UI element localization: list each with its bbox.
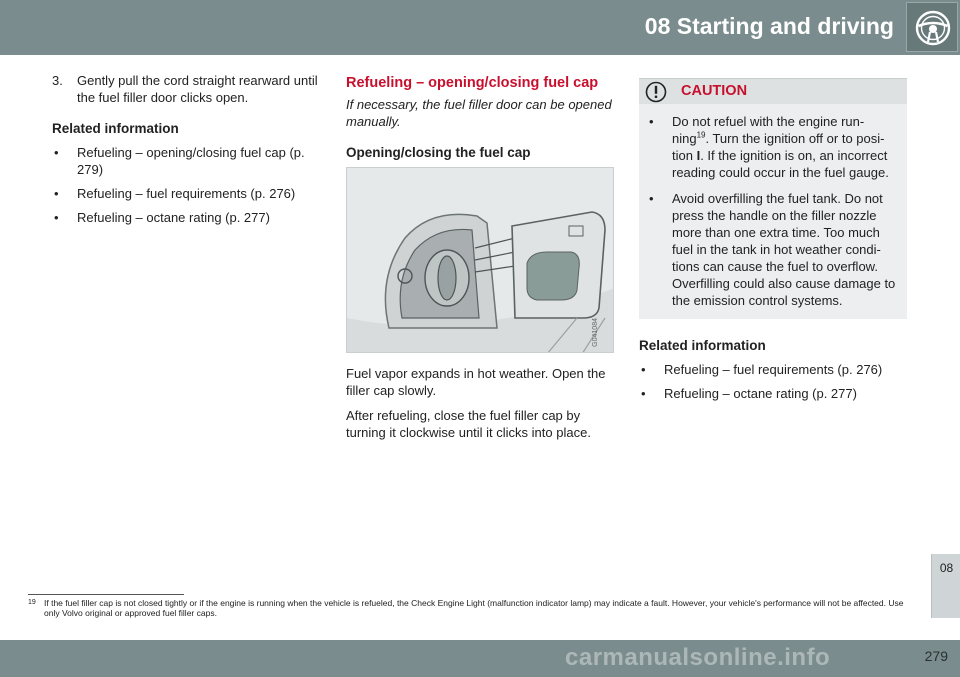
bullet: • [649, 114, 654, 129]
footnote-divider [28, 594, 184, 595]
step-text: Gently pull the cord straight rearward until the fuel filler door clicks open. [77, 73, 318, 105]
steering-wheel-icon [913, 8, 953, 48]
caution-box [639, 78, 907, 319]
intro-text: If necessary, the fuel filler door can be opened manually. [346, 97, 612, 129]
watermark: carmanualsonline.info [565, 644, 831, 671]
bullet: • [54, 210, 59, 225]
bullet: • [641, 386, 646, 401]
fuel-door-drawing [347, 168, 614, 353]
subheading: Opening/closing the fuel cap [346, 145, 531, 160]
related-link-text[interactable]: Refueling – octane rating (p. 277) [77, 210, 270, 225]
chapter-tab-label: 08 [939, 561, 954, 575]
related-link-text[interactable]: Refueling – octane rating (p. 277) [664, 386, 857, 401]
related-link[interactable] [52, 209, 327, 226]
related-link[interactable] [52, 144, 327, 178]
caution-item-text: Avoid overfilling the fuel tank. Do not press the handle on the filler nozzle more than one extra time. Too much fuel in the tank in hot weather condi-tions can cause the fuel to overflow. Overfilling could also cause damage to the emission control systems. [672, 191, 896, 308]
related-link-text[interactable]: Refueling – fuel requirements (p. 276) [664, 362, 883, 377]
caution-item [639, 190, 907, 309]
caution-header [639, 78, 907, 104]
chapter-icon-box [906, 2, 958, 52]
related-heading: Related information [52, 121, 179, 136]
related-heading: Related information [639, 338, 766, 353]
footnote-text: If the fuel filler cap is not closed tightly or if the engine is running when the vehicle is refueled, the Check Engine Light (malfunction indicator lamp) may indicate a fault. However, your vehicle's performance will not be affected. Use only Volvo original or approved fuel filler caps. [44, 598, 904, 618]
fuel-cap-illustration [346, 167, 614, 353]
caution-label: CAUTION [681, 83, 748, 99]
paragraph: Fuel vapor expands in hot weather. Open the filler cap slowly. [346, 366, 606, 398]
warning-icon [645, 81, 667, 103]
bullet: • [649, 191, 654, 206]
step-item [52, 72, 327, 106]
section-title: Refueling – opening/closing fuel cap [346, 75, 599, 91]
step-number: 3. [52, 73, 63, 88]
paragraph: After refueling, close the fuel filler cap by turning it clockwise until it clicks into place. [346, 408, 591, 440]
related-link-text[interactable]: Refueling – fuel requirements (p. 276) [77, 186, 296, 201]
related-link[interactable] [52, 185, 327, 202]
middle-column [346, 72, 616, 441]
right-column [639, 78, 907, 402]
bullet: • [641, 362, 646, 377]
bullet: • [54, 145, 59, 160]
chapter-tab[interactable] [931, 554, 960, 618]
bullet: • [54, 186, 59, 201]
footnote-number: 19 [28, 599, 36, 606]
caution-item-text: Do not refuel with the engine run-ning$^{19}$. Turn the ignition off or to posi-tion I. If the ignition is on, an incorrect reading could occur in the fuel gauge. [672, 114, 889, 180]
figure-id: G041084 [592, 318, 599, 347]
related-link-text[interactable]: Refueling – opening/closing fuel cap (p. 279) [77, 145, 305, 177]
footnote [28, 598, 908, 618]
related-link[interactable] [639, 361, 907, 378]
footnote-ref: 19 [696, 130, 706, 140]
page-number: 279 [924, 648, 948, 664]
chapter-title: 08 Starting and driving [644, 13, 894, 39]
left-column [52, 72, 327, 226]
caution-item [639, 113, 907, 181]
chapter-header [0, 0, 960, 55]
related-link[interactable] [639, 385, 907, 402]
